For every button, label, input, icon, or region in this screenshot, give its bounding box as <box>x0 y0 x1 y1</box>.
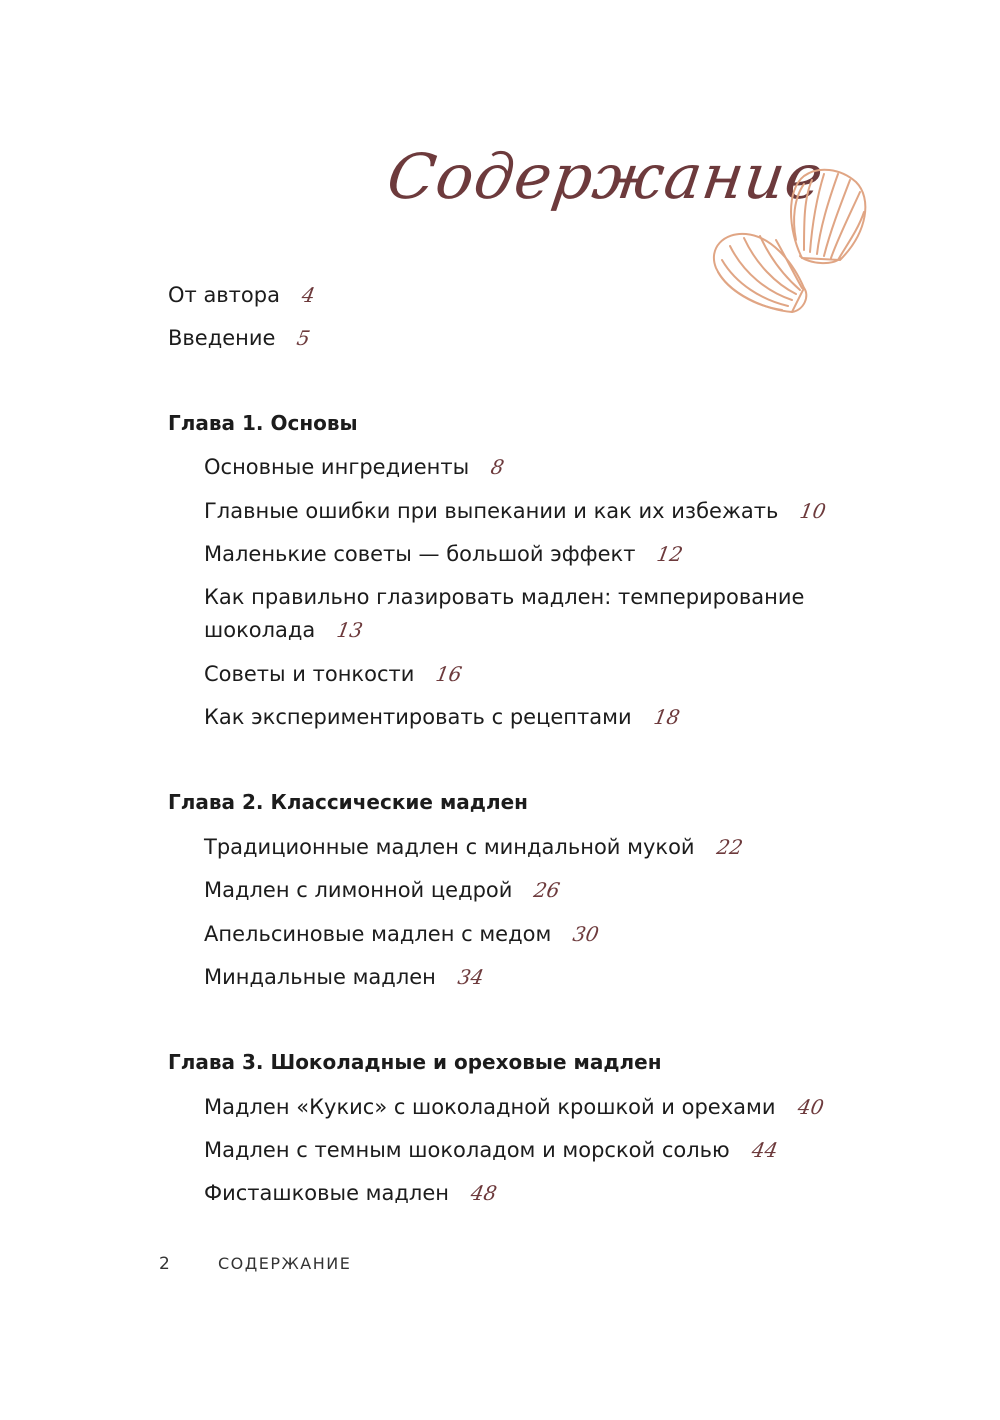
toc-entry[interactable] <box>204 874 563 907</box>
toc-entry[interactable] <box>204 495 829 528</box>
toc-page-number: 40 <box>795 1095 826 1119</box>
toc-page-number: 18 <box>651 705 682 729</box>
toc-page-number: 12 <box>655 542 686 566</box>
toc-entry[interactable] <box>204 961 486 994</box>
toc-entry-label: Введение <box>168 326 276 350</box>
toc-entry[interactable] <box>204 451 507 484</box>
toc-entry[interactable] <box>168 279 315 312</box>
toc-page-number: 16 <box>434 662 465 686</box>
toc-entry[interactable] <box>168 322 313 355</box>
toc-page-number: 30 <box>571 922 601 946</box>
toc-entry-label: Мадлен с лимонной цедрой <box>204 878 513 902</box>
footer-page-number: 2 <box>159 1254 170 1274</box>
toc-entry-label: Советы и тонкости <box>204 662 415 686</box>
toc-page-number: 34 <box>455 965 486 989</box>
toc-page-number: 48 <box>468 1181 499 1205</box>
toc-entry[interactable] <box>204 1091 826 1124</box>
toc-entry-label: Мадлен с темным шоколадом и морской солью <box>204 1138 730 1162</box>
toc-page-number: 10 <box>798 499 829 523</box>
toc-entry[interactable] <box>204 918 599 951</box>
chapter-heading: Глава 1. Основы <box>168 411 358 435</box>
chapter-heading: Глава 3. Шоколадные и ореховые мадлен <box>168 1050 662 1074</box>
toc-entry[interactable] <box>204 581 804 647</box>
toc-entry-label: Апельсиновые мадлен с медом <box>204 922 552 946</box>
toc-page-number: 8 <box>489 455 507 479</box>
toc-page-number: 26 <box>532 878 563 902</box>
toc-entry-label: Главные ошибки при выпекании и как их избежать <box>204 499 779 523</box>
toc-entry-label: Как правильно глазировать мадлен: темперирование <box>204 585 805 609</box>
toc-entry[interactable] <box>204 701 682 734</box>
toc-page-number: 22 <box>714 835 745 859</box>
toc-page-number: 5 <box>295 326 313 350</box>
toc-entry-label: Миндальные мадлен <box>204 965 436 989</box>
toc-entry-label: Традиционные мадлен с миндальной мукой <box>204 835 695 859</box>
toc-entry[interactable] <box>204 831 745 864</box>
chapter-heading: Глава 2. Классические мадлен <box>168 790 528 814</box>
toc-page-number: 4 <box>299 283 317 307</box>
toc-page-number: 13 <box>335 618 365 642</box>
madeleine-icon <box>700 160 900 330</box>
toc-entry-label: Основные ингредиенты <box>204 455 470 479</box>
toc-entry-label: Мадлен «Кукис» с шоколадной крошкой и орехами <box>204 1095 776 1119</box>
toc-entry[interactable] <box>204 658 465 691</box>
toc-title: Содержание <box>382 140 829 213</box>
toc-page-number: 44 <box>749 1138 780 1162</box>
footer-section-label: СОДЕРЖАНИЕ <box>218 1254 352 1273</box>
toc-entry-label: Фисташковые мадлен <box>204 1181 449 1205</box>
toc-entry-label: Маленькие советы — большой эффект <box>204 542 636 566</box>
toc-entry-label-continued: шоколада <box>204 618 316 642</box>
toc-entry[interactable] <box>204 1134 780 1167</box>
toc-entry[interactable] <box>204 538 686 571</box>
toc-entry[interactable] <box>204 1177 499 1210</box>
toc-entry-label: От автора <box>168 283 280 307</box>
toc-entry-label: Как экспериментировать с рецептами <box>204 705 632 729</box>
